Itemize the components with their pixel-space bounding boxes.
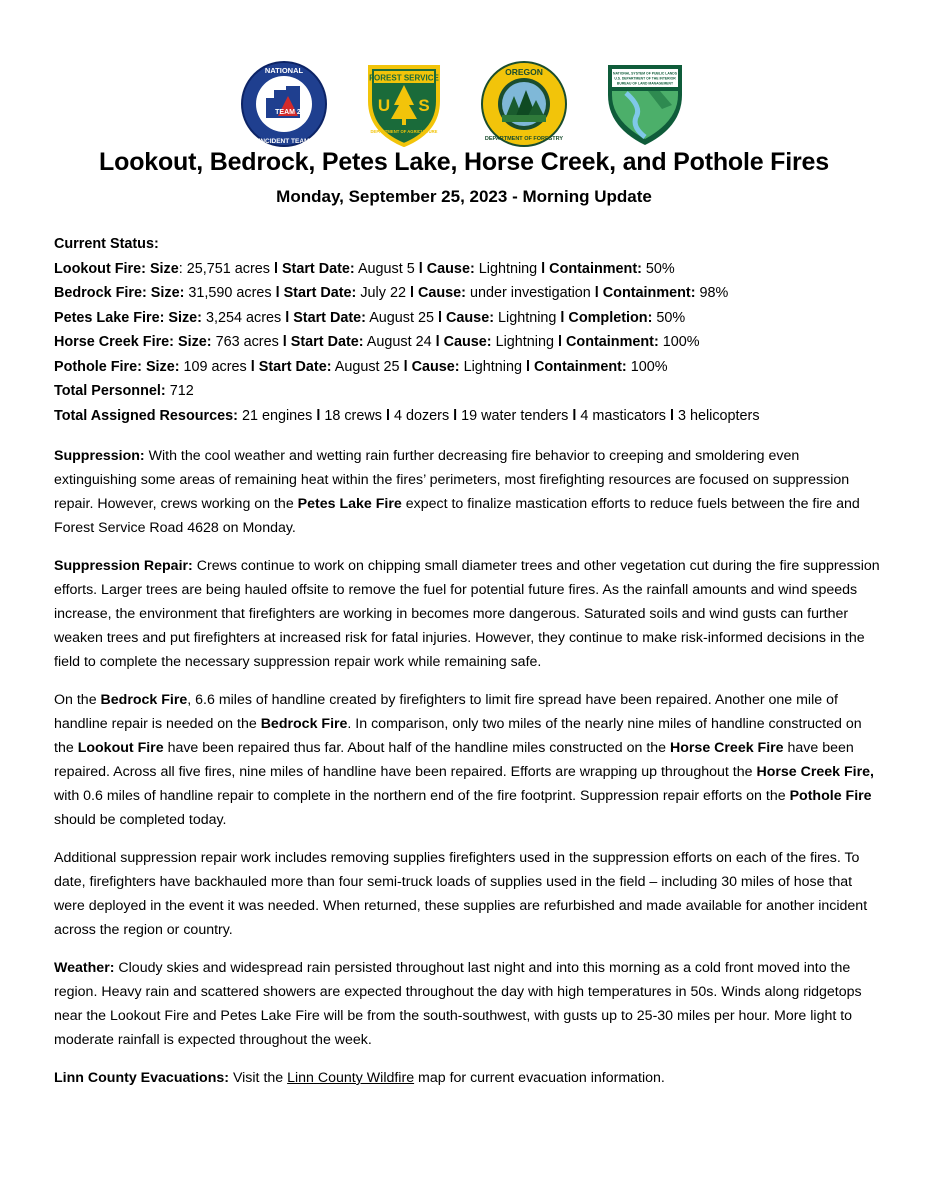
suppression-repair-paragraph: Suppression Repair: Crews continue to work on chipping small diameter trees and other vegetation cut during the fire suppression efforts. Larger trees are being hauled offsite to remove the fuel for potential future fires. As the rainfall amounts and wind speeds increase, the environment that firefighters are working in becomes more dangerous. Saturated soils and wind gusts can further weaken trees and put firefighters at increased risk for fatal injuries. However, they continue to make risk-informed decisions in the field to complete the necessary suppression repair work while remaining safe. <box>54 558 880 670</box>
svg-text:DEPARTMENT OF FORESTRY: DEPARTMENT OF FORESTRY <box>484 136 564 142</box>
blm-logo <box>602 61 688 147</box>
svg-text:U.S. DEPARTMENT OF THE INTERIO: U.S. DEPARTMENT OF THE INTERIOR <box>614 76 676 81</box>
additional-repair-paragraph: Additional suppression repair work includes removing supplies firefighters used in the suppression efforts on each of the fires. To date, firefighters have backhauled more than four semi-truck loads of supplies used in the field – including 30 miles of hose that were deployed in the event it was needed. When returned, these supplies are refurbished and made available for another incident across the region or country. <box>54 850 868 938</box>
svg-text:NATIONAL SYSTEM OF PUBLIC LAND: NATIONAL SYSTEM OF PUBLIC LANDS <box>613 71 677 76</box>
svg-text:OREGON: OREGON <box>505 67 543 77</box>
svg-text:S: S <box>418 96 430 115</box>
linn-county-wildfire-link[interactable]: Linn County Wildfire <box>287 1070 415 1086</box>
fire-status-pothole: Pothole Fire: Size: 109 acres l Start Date: August 25 l Cause: Lightning l Containment: 100% <box>54 358 668 375</box>
document-body <box>54 232 884 1104</box>
weather-paragraph: Weather: Cloudy skies and widespread rain persisted throughout last night and into this morning as a cold front moved into the region. Heavy rain and scattered showers are expected throughout the day with high temperatures in 50s. Winds along ridgetops near the Lookout Fire and Petes Lake Fire will be from the south-southwest, with gusts up to 25-30 miles per hour. More light to moderate rainfall is expected throughout the week. <box>54 960 862 1048</box>
svg-text:INCIDENT TEAM: INCIDENT TEAM <box>258 138 310 145</box>
page-title: Lookout, Bedrock, Petes Lake, Horse Creek, and Pothole Fires <box>99 148 829 176</box>
evacuations-paragraph: Linn County Evacuations: Visit the Linn County Wildfire map for current evacuation information. <box>54 1070 665 1086</box>
svg-text:U: U <box>377 96 391 115</box>
fire-status-lookout: Lookout Fire: Size: 25,751 acres l Start Date: August 5 l Cause: Lightning l Containment: 50% <box>54 260 675 277</box>
forest-service-logo <box>362 61 446 147</box>
handline-paragraph: On the Bedrock Fire, 6.6 miles of handline created by firefighters to limit fire spread have been repaired. Another one mile of handline repair is needed on the Bedrock Fire. In comparison, only two miles of the nearly nine miles of handline constructed on the Lookout Fire have been repaired thus far. About half of the handline miles constructed on the Horse Creek Fire have been repaired. Across all five fires, nine miles of handline have been repaired. Efforts are wrapping up throughout the Horse Creek Fire, with 0.6 miles of handline repair to complete in the northern end of the fire footprint. Suppression repair efforts on the Pothole Fire should be completed today. <box>54 692 874 828</box>
fire-status-horse-creek: Horse Creek Fire: Size: 763 acres l Start Date: August 24 l Cause: Lightning l Containment: 100% <box>54 334 700 350</box>
fire-status-petes-lake: Petes Lake Fire: Size: 3,254 acres l Start Date: August 25 l Cause: Lightning l Completion: 50% <box>54 309 686 326</box>
suppression-paragraph: Suppression: With the cool weather and wetting rain further decreasing fire behavior to creeping and smoldering even extinguishing some areas of remaining heat within the fires’ perimeters, most firefighting resources are focused on suppression repair. However, crews working on the Petes Lake Fire expect to finalize mastication efforts to reduce fuels between the fire and Forest Service Road 4628 on Monday. <box>54 448 860 536</box>
oregon-department-of-forestry-logo <box>480 60 568 148</box>
page-subtitle: Monday, September 25, 2023 - Morning Update <box>276 187 652 206</box>
national-incident-team-logo <box>240 60 328 148</box>
logo-row <box>0 58 928 150</box>
total-assigned-resources: Total Assigned Resources: 21 engines l 18 crews l 4 dozers l 19 water tenders l 4 masticators l 3 helicopters <box>54 407 760 424</box>
svg-text:NATIONAL: NATIONAL <box>264 66 304 75</box>
current-status-heading: Current Status: <box>54 236 159 252</box>
svg-text:BUREAU OF LAND MANAGEMENT: BUREAU OF LAND MANAGEMENT <box>616 81 674 86</box>
svg-text:FOREST SERVICE: FOREST SERVICE <box>369 73 439 83</box>
fire-status-bedrock: Bedrock Fire: Size: 31,590 acres l Start Date: July 22 l Cause: under investigation l Containment: 98% <box>54 285 729 301</box>
svg-text:DEPARTMENT OF AGRICULTURE: DEPARTMENT OF AGRICULTURE <box>370 129 438 134</box>
svg-text:TEAM 2: TEAM 2 <box>275 109 301 116</box>
total-personnel: Total Personnel: 712 <box>54 383 194 399</box>
